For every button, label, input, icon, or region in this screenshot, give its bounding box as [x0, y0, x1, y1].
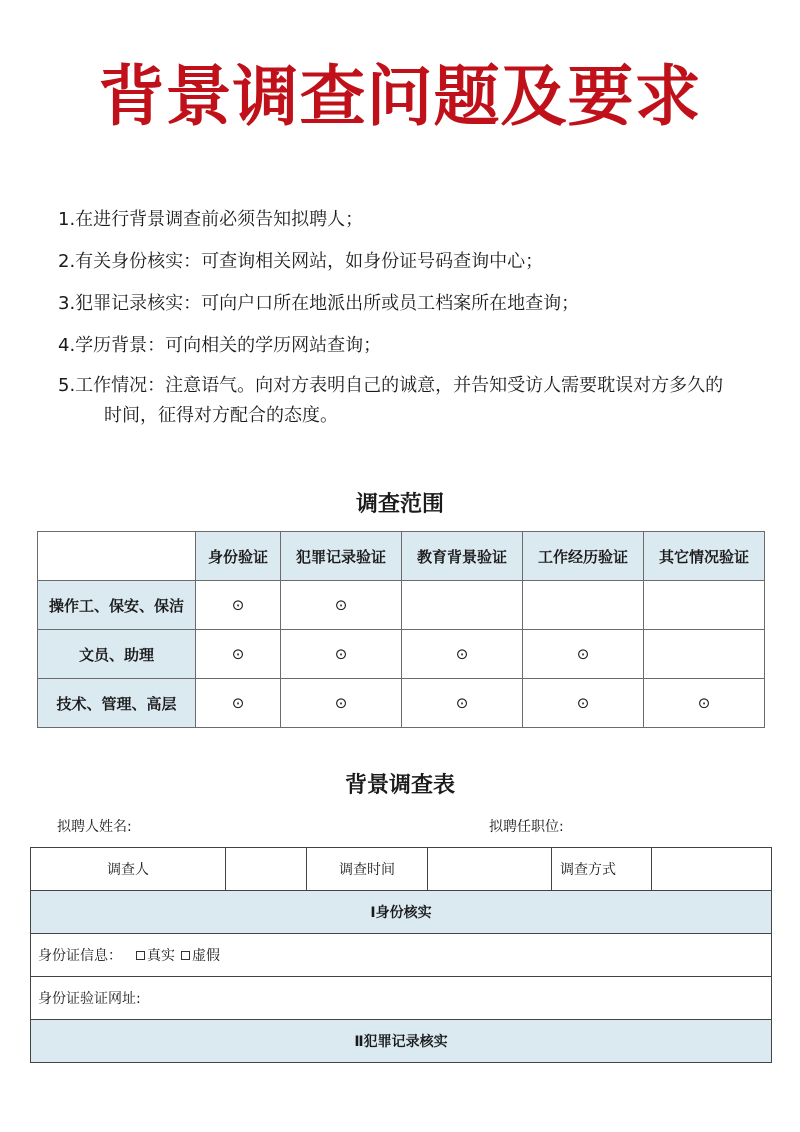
requirement-text: 4.学历背景：可向相关的学历网站查询；	[58, 335, 382, 356]
scope-mark-cell: ⊙	[281, 581, 402, 630]
scope-header-row	[38, 532, 765, 581]
requirement-text: 1.在进行背景调查前必须告知拟聘人；	[58, 209, 364, 230]
scope-mark-cell: ⊙	[644, 679, 765, 728]
scope-mark-cell: ⊙	[402, 630, 523, 679]
requirement-continuation: 时间，征得对方配合的态度。	[104, 405, 338, 426]
time-label: 调查时间	[307, 848, 428, 891]
id-url-label: 身份证验证网址:	[38, 991, 141, 1007]
scope-column-header: 犯罪记录验证	[281, 532, 402, 581]
scope-row-label: 技术、管理、高层	[38, 679, 196, 728]
scope-mark-cell	[644, 630, 765, 679]
checkbox-icon[interactable]	[181, 951, 190, 960]
section-identity-header: Ⅰ身份核实	[31, 891, 772, 934]
scope-column-header: 教育背景验证	[402, 532, 523, 581]
scope-column-header: 工作经历验证	[523, 532, 644, 581]
scope-row	[38, 581, 765, 630]
scope-mark-cell: ⊙	[281, 630, 402, 679]
requirement-item	[58, 203, 758, 237]
method-label: 调查方式	[552, 848, 652, 891]
scope-mark-cell: ⊙	[281, 679, 402, 728]
requirement-text: 3.犯罪记录核实：可向户口所在地派出所或员工档案所在地查询；	[58, 293, 580, 314]
scope-mark-cell: ⊙	[523, 630, 644, 679]
id-info-cell	[31, 934, 772, 977]
option-true[interactable]	[136, 948, 175, 964]
scope-table	[37, 531, 765, 728]
requirement-text: 2.有关身份核实：可查询相关网站，如身份证号码查询中心；	[58, 251, 544, 272]
scope-title: 调查范围	[355, 492, 444, 517]
page-title: 背景调查问题及要求	[98, 58, 702, 135]
requirement-item	[58, 329, 758, 363]
candidate-name-label: 拟聘人姓名:	[57, 819, 132, 835]
time-field[interactable]	[428, 848, 552, 891]
requirement-item	[58, 287, 758, 321]
option-true-label: 真实	[147, 948, 175, 964]
option-false[interactable]	[181, 948, 220, 964]
scope-row	[38, 679, 765, 728]
investigator-field[interactable]	[226, 848, 307, 891]
scope-mark-cell: ⊙	[196, 581, 281, 630]
id-info-label: 身份证信息：	[38, 948, 122, 964]
position-label: 拟聘任职位:	[489, 819, 564, 835]
scope-row-label: 操作工、保安、保洁	[38, 581, 196, 630]
section-header-row	[31, 1020, 772, 1063]
form-info-row	[31, 848, 772, 891]
scope-mark-cell	[402, 581, 523, 630]
scope-column-header: 身份验证	[196, 532, 281, 581]
id-info-row	[31, 934, 772, 977]
investigator-label: 调查人	[31, 848, 226, 891]
section-criminal-header: Ⅱ犯罪记录核实	[31, 1020, 772, 1063]
scope-mark-cell: ⊙	[196, 679, 281, 728]
requirement-item	[58, 245, 758, 279]
scope-mark-cell	[523, 581, 644, 630]
form-title: 背景调查表	[344, 773, 455, 798]
option-false-label: 虚假	[192, 948, 220, 964]
scope-mark-cell: ⊙	[196, 630, 281, 679]
background-check-form	[30, 847, 772, 1063]
id-url-cell[interactable]	[31, 977, 772, 1020]
scope-row-label: 文员、助理	[38, 630, 196, 679]
scope-row	[38, 630, 765, 679]
scope-column-header: 其它情况验证	[644, 532, 765, 581]
scope-mark-cell: ⊙	[523, 679, 644, 728]
method-field[interactable]	[652, 848, 772, 891]
id-url-row	[31, 977, 772, 1020]
scope-corner-cell	[38, 532, 196, 581]
requirement-item	[58, 371, 758, 431]
requirements-list	[58, 203, 758, 439]
scope-mark-cell: ⊙	[402, 679, 523, 728]
checkbox-icon[interactable]	[136, 951, 145, 960]
requirement-text: 5.工作情况：注意语气。向对方表明自己的诚意，并告知受访人需要耽误对方多久的	[58, 375, 724, 396]
section-header-row	[31, 891, 772, 934]
scope-mark-cell	[644, 581, 765, 630]
